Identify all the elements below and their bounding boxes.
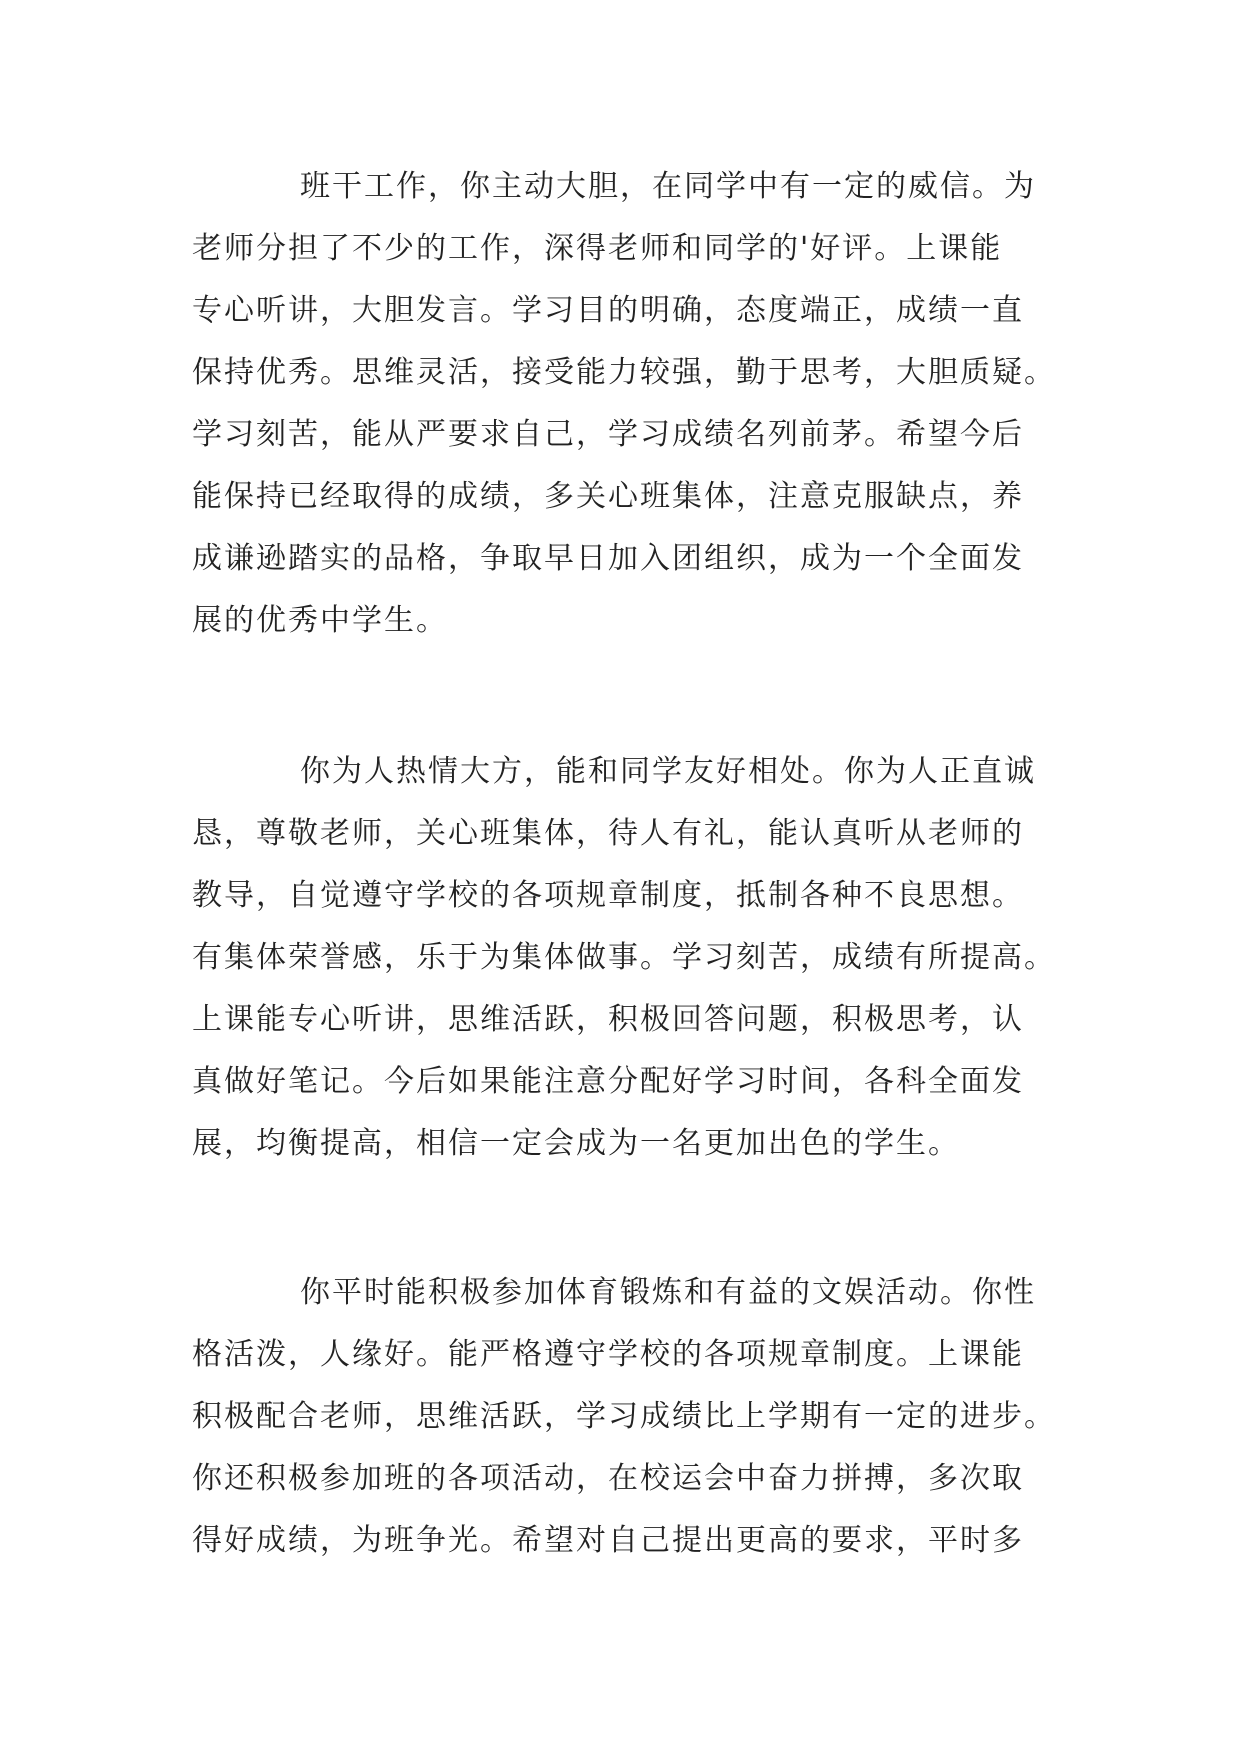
text-line: 保持优秀。思维灵活，接受能力较强，勤于思考，大胆质疑。 <box>192 355 1056 390</box>
text-line: 能保持已经取得的成绩，多关心班集体，注意克服缺点，养 <box>192 479 1024 514</box>
text-line: 成谦逊踏实的品格，争取早日加入团组织，成为一个全面发 <box>192 541 1024 576</box>
text-line: 展，均衡提高，相信一定会成为一名更加出色的学生。 <box>192 1126 960 1161</box>
text-line: 教导，自觉遵守学校的各项规章制度，抵制各种不良思想。 <box>192 878 1024 913</box>
text-line: 你还积极参加班的各项活动，在校运会中奋力拼搏，多次取 <box>192 1461 1024 1496</box>
text-line: 格活泼，人缘好。能严格遵守学校的各项规章制度。上课能 <box>192 1337 1024 1372</box>
paragraph-1 <box>192 156 1056 652</box>
text-line: 上课能专心听讲，思维活跃，积极回答问题，积极思考，认 <box>192 1002 1024 1037</box>
text-line: 学习刻苦，能从严要求自己，学习成绩名列前茅。希望今后 <box>192 417 1024 452</box>
text-line: 你平时能积极参加体育锻炼和有益的文娱活动。你性 <box>300 1275 1036 1310</box>
text-line: 有集体荣誉感，乐于为集体做事。学习刻苦，成绩有所提高。 <box>192 940 1056 975</box>
paragraph-2 <box>192 741 1056 1175</box>
text-line: 展的优秀中学生。 <box>192 603 448 638</box>
text-line: 老师分担了不少的工作，深得老师和同学的'好评。上课能 <box>192 231 1003 266</box>
text-line: 恳，尊敬老师，关心班集体，待人有礼，能认真听从老师的 <box>192 816 1024 851</box>
text-line: 你为人热情大方，能和同学友好相处。你为人正直诚 <box>300 754 1036 789</box>
text-line: 专心听讲，大胆发言。学习目的明确，态度端正，成绩一直 <box>192 293 1024 328</box>
text-line: 真做好笔记。今后如果能注意分配好学习时间，各科全面发 <box>192 1064 1024 1099</box>
text-line: 班干工作，你主动大胆，在同学中有一定的威信。为 <box>300 169 1036 204</box>
text-line: 积极配合老师，思维活跃，学习成绩比上学期有一定的进步。 <box>192 1399 1056 1434</box>
text-line: 得好成绩，为班争光。希望对自己提出更高的要求，平时多 <box>192 1523 1024 1558</box>
paragraph-3 <box>192 1262 1056 1572</box>
